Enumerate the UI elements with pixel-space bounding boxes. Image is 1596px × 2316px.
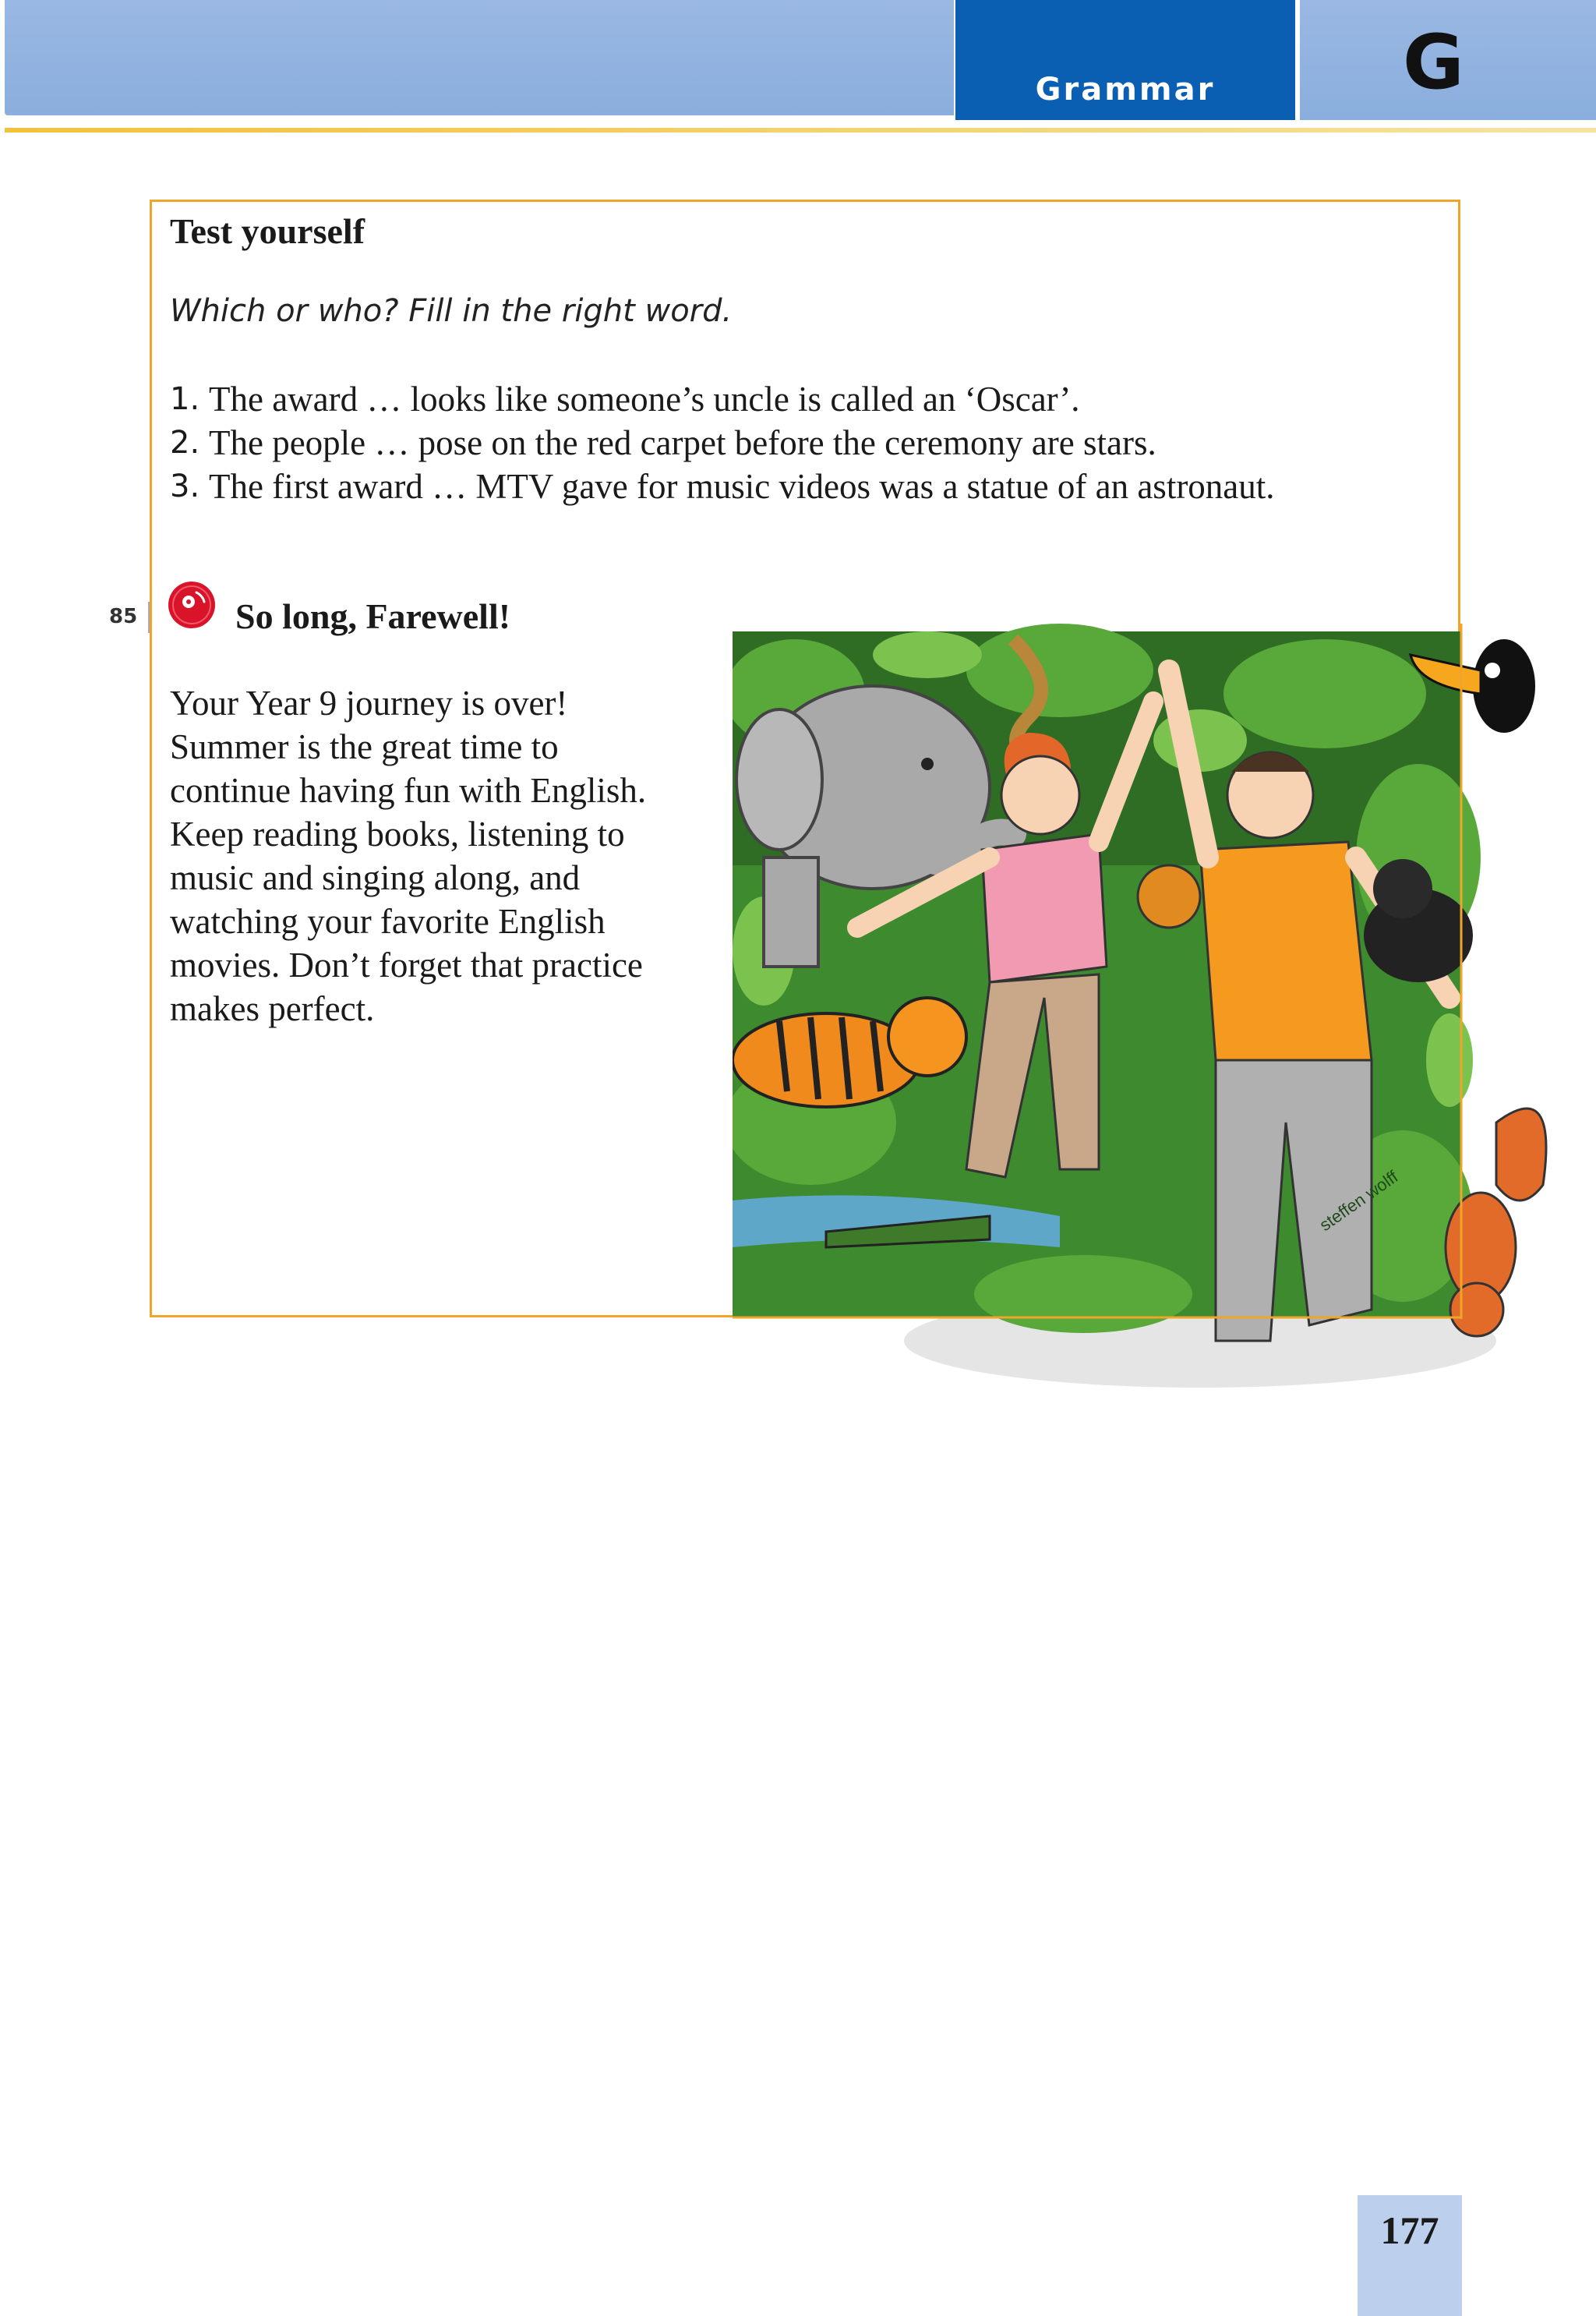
box-title: Test yourself — [170, 211, 365, 251]
list-item — [170, 465, 1448, 508]
exercise-instruction: Which or who? Fill in the right word. — [170, 293, 733, 329]
chapter-letter: G — [1403, 19, 1464, 106]
question-text: The first award … MTV gave for music videos was a statue of an astronaut. — [209, 467, 1275, 506]
question-number: 2. — [170, 425, 200, 461]
farewell-paragraph: Your Year 9 journey is over! Summer is the great time to continue having fun with English. Keep reading books, listening to music and singing along, and watching your favorite English movies. Don’t forget that practice makes perfect. — [170, 684, 647, 1028]
cub-icon — [1138, 865, 1200, 928]
list-item — [170, 377, 1448, 421]
list-item — [170, 421, 1448, 465]
question-number: 1. — [170, 381, 200, 417]
section-label: Grammar — [1035, 72, 1216, 108]
question-number: 3. — [170, 469, 200, 504]
question-list — [170, 377, 1448, 508]
cd-audio-icon[interactable] — [167, 580, 217, 630]
page-number-box — [1358, 2195, 1462, 2316]
jungle-scene-icon — [733, 624, 1559, 1434]
section-tab — [955, 0, 1295, 120]
question-text: The people … pose on the red carpet before the ceremony are stars. — [209, 423, 1156, 462]
page-header — [0, 0, 1596, 131]
header-rule — [5, 128, 1596, 133]
section-title: So long, Farewell! — [235, 596, 511, 636]
track-number: 85 — [109, 605, 138, 628]
question-text: The award … looks like someone’s uncle is called an ‘Oscar’. — [209, 380, 1080, 419]
artist-signature: steffen wolff — [1315, 1166, 1402, 1236]
track-divider — [148, 602, 150, 633]
header-band — [5, 0, 954, 115]
page-number: 177 — [1380, 2208, 1439, 2252]
